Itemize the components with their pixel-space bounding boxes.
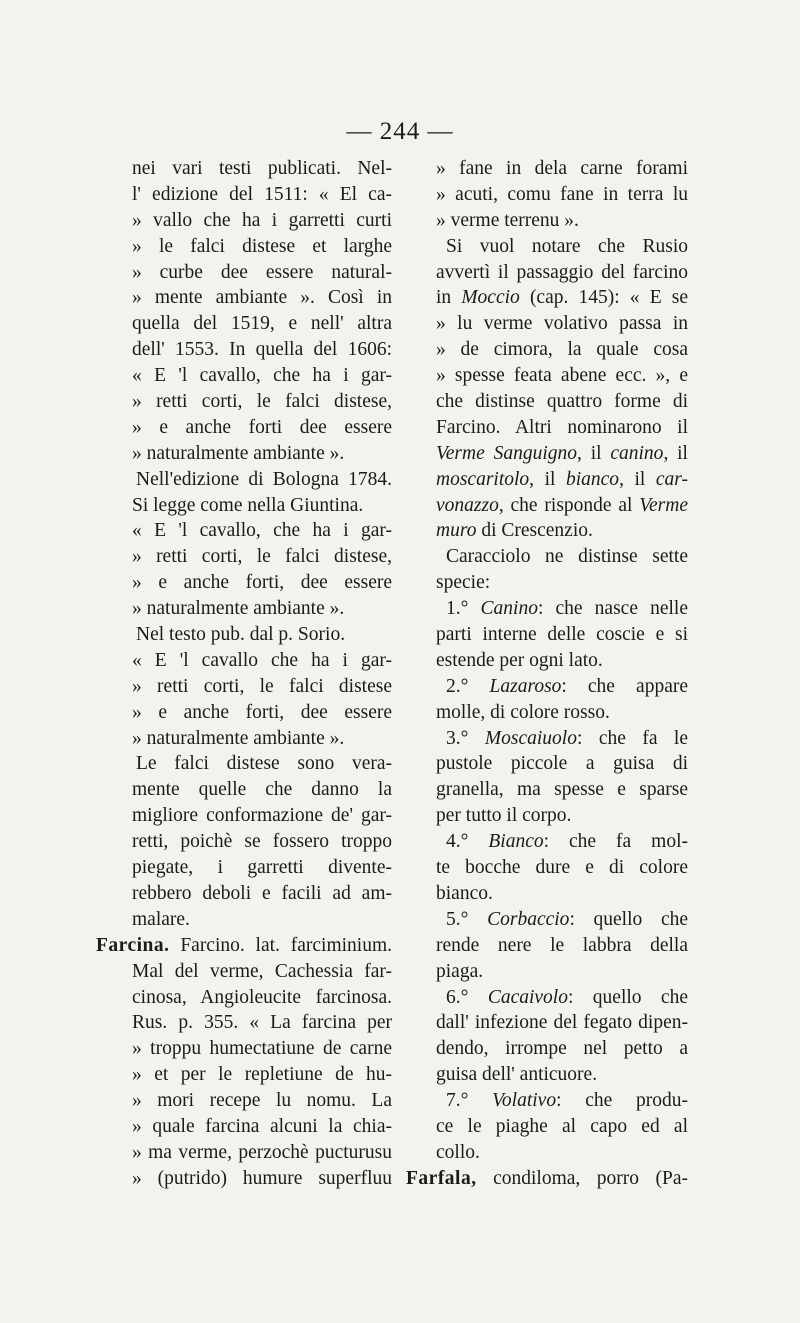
text-line: » et per le repletiune de hu- [132, 1064, 392, 1086]
text-line: » retti corti, le falci distese, [132, 546, 392, 568]
text-line: 7.° Volativo: che produ- [446, 1090, 688, 1112]
text-line: » le falci distese et larghe [132, 235, 392, 257]
text-line: ce le piaghe al capo ed al [436, 1115, 688, 1137]
text-line: » vallo che ha i garretti curti [132, 209, 392, 231]
text-line: migliore conformazione de' gar- [132, 805, 392, 827]
text-line: te bocche dure e di colore [436, 857, 688, 879]
text-line: guisa dell' anticuore. [436, 1064, 598, 1086]
text-line: Farcina. Farcino. lat. farciminium. [96, 934, 392, 956]
text-line: 4.° Bianco: che fa mol- [446, 831, 688, 853]
text-line: granella, ma spesse e sparse [436, 779, 688, 801]
text-line: » spesse feata abene ecc. », e [436, 365, 688, 387]
text-line: pustole piccole a guisa di [436, 753, 688, 775]
text-line: » retti corti, le falci distese, [132, 391, 392, 413]
text-line: Nel testo pub. dal p. Sorio. [136, 624, 346, 646]
text-line: dendo, irrompe nel petto a [436, 1038, 688, 1060]
text-line: Le falci distese sono vera- [136, 753, 392, 775]
text-line: Verme Sanguigno, il canino, il [436, 442, 688, 464]
text-line: retti, poichè se fossero troppo [132, 831, 392, 853]
text-line: » verme terrenu ». [436, 209, 579, 231]
text-line: dell' 1553. In quella del 1606: [132, 339, 392, 361]
text-line: in Moccio (cap. 145): « E se [436, 287, 688, 309]
text-line: rebbero deboli e facili ad am- [132, 882, 392, 904]
text-line: 2.° Lazaroso: che appare [446, 675, 688, 697]
text-line: » mori recepe lu nomu. La [132, 1090, 392, 1112]
text-line: mente quelle che danno la [132, 779, 392, 801]
text-line: » quale farcina alcuni la chia- [132, 1115, 392, 1137]
text-line: rende nere le labbra della [436, 934, 688, 956]
text-line: » naturalmente ambiante ». [132, 442, 345, 464]
text-line: specie: [436, 572, 491, 594]
text-line: 3.° Moscaiuolo: che fa le [446, 727, 688, 749]
text-line: piaga. [436, 960, 484, 982]
text-line: per tutto il corpo. [436, 805, 572, 827]
text-line: » e anche forti dee essere [132, 416, 392, 438]
text-line: 6.° Cacaivolo: quello che [446, 986, 688, 1008]
text-line: » e anche forti, dee essere [132, 572, 392, 594]
page-number: — 244 — [346, 118, 454, 145]
text-line: dall' infezione del fegato dipen- [436, 1012, 688, 1034]
text-line: moscaritolo, il bianco, il car- [436, 468, 688, 490]
text-line: Rus. p. 355. « La farcina per [132, 1012, 392, 1034]
text-line: « E 'l cavallo, che ha i gar- [132, 365, 392, 387]
text-line: 5.° Corbaccio: quello che [446, 908, 688, 930]
text-line: « E 'l cavallo che ha i gar- [132, 649, 392, 671]
text-line: parti interne delle coscie e si [436, 624, 688, 646]
text-line: » fane in dela carne forami [436, 158, 688, 179]
text-line: » (putrido) humure superfluu [132, 1167, 392, 1189]
text-line: » naturalmente ambiante ». [132, 727, 345, 749]
text-line: che distinse quattro forme di [436, 391, 688, 413]
text-line: vonazzo, che risponde al Verme [436, 494, 688, 516]
text-line: 1.° Canino: che nasce nelle [446, 598, 688, 620]
text-line: piegate, i garretti divente- [132, 857, 392, 879]
text-line: quella del 1519, e nell' altra [132, 313, 392, 335]
text-line: malare. [132, 908, 190, 930]
text-line: Si vuol notare che Rusio [446, 235, 688, 257]
text-line: collo. [436, 1141, 480, 1163]
entry-headword: Farfala, [406, 1167, 477, 1189]
text-line: l' edizione del 1511: « El ca- [132, 183, 392, 205]
text-line: » mente ambiante ». Così in [132, 287, 392, 309]
text-line: muro di Crescenzio. [436, 520, 593, 542]
text-line: cinosa, Angioleucite farcinosa. [132, 986, 392, 1008]
text-line: » lu verme volativo passa in [436, 313, 688, 335]
text-line: » acuti, comu fane in terra lu [436, 183, 688, 205]
text-line: Mal del verme, Cachessia far- [132, 960, 392, 982]
text-line: estende per ogni lato. [436, 649, 603, 671]
entry-headword: Farcina. [96, 934, 170, 956]
text-line: Farfala, condiloma, porro (Pa- [406, 1167, 688, 1189]
text-line: » ma verme, perzochè pucturusu [132, 1141, 392, 1163]
left-column [96, 156, 392, 1192]
text-line: » troppu humectatiune de carne [132, 1038, 392, 1060]
text-line: » naturalmente ambiante ». [132, 598, 345, 620]
right-column [406, 156, 688, 1192]
text-line: bianco. [436, 882, 493, 904]
text-line: avvertì il passaggio del farcino [436, 261, 688, 283]
text-line: » curbe dee essere natural- [132, 261, 392, 283]
text-line: « E 'l cavallo, che ha i gar- [132, 520, 392, 542]
text-line: Caracciolo ne distinse sette [446, 546, 688, 568]
text-line: » de cimora, la quale cosa [436, 339, 688, 361]
text-line: Nell'edizione di Bologna 1784. [136, 468, 392, 490]
text-line: » retti corti, le falci distese [132, 675, 392, 697]
text-line: » e anche forti, dee essere [132, 701, 392, 723]
text-line: Si legge come nella Giuntina. [132, 494, 364, 516]
text-line: Farcino. Altri nominarono il [436, 416, 688, 438]
text-line: nei vari testi publicati. Nel- [132, 158, 392, 179]
text-line: molle, di colore rosso. [436, 701, 610, 723]
